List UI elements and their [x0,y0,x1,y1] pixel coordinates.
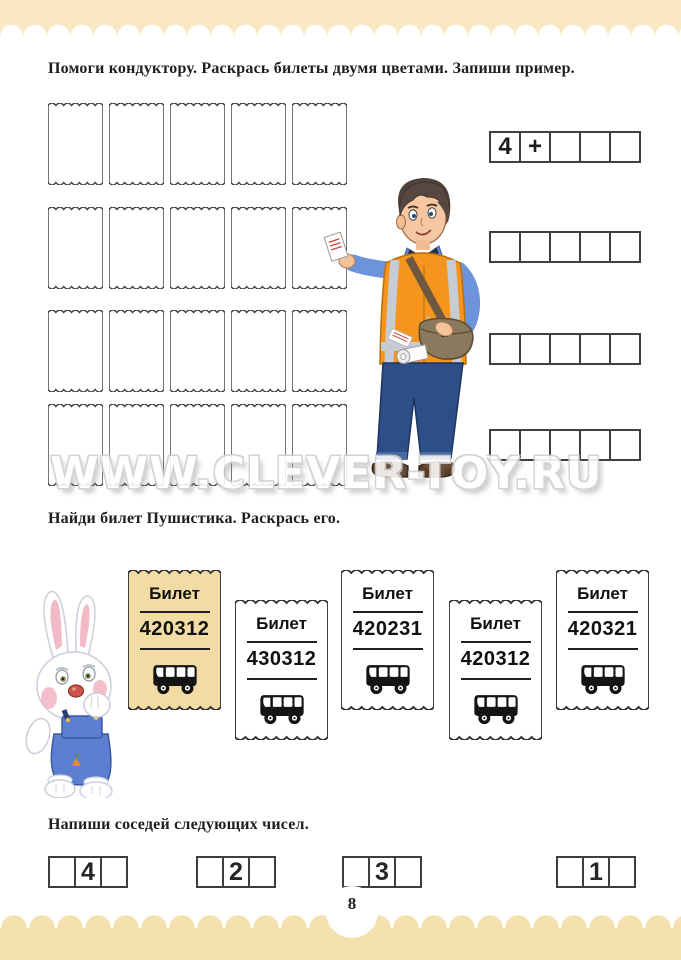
divider-line [140,648,210,650]
blank-ticket[interactable] [48,103,103,185]
equation-row [489,131,641,163]
divider-line [247,678,317,680]
equation-row [489,333,641,365]
bus-icon [150,660,200,697]
divider-line [247,641,317,643]
divider-line [568,648,638,650]
equation-cell[interactable] [549,131,581,163]
equation-cell[interactable] [549,333,581,365]
equation-row [489,231,641,263]
neighbor-cell-given[interactable]: 2 [222,856,250,888]
equation-cell[interactable]: 4 [489,131,521,163]
blank-ticket[interactable] [231,207,286,289]
equation-cell[interactable] [579,231,611,263]
divider-line [461,678,531,680]
neighbor-cell-given[interactable]: 1 [582,856,610,888]
equation-cell[interactable] [489,333,521,365]
neighbor-cell-empty[interactable] [196,856,224,888]
blank-ticket[interactable] [231,103,286,185]
neighbor-cell-empty[interactable] [48,856,76,888]
blank-ticket[interactable] [48,404,103,486]
neighbor-group [556,856,636,888]
equation-cell[interactable] [609,131,641,163]
equation-cell[interactable] [519,333,551,365]
blank-ticket[interactable] [170,310,225,392]
neighbor-cell-empty[interactable] [248,856,276,888]
blank-ticket[interactable] [48,310,103,392]
top-scalloped-band [0,0,681,36]
blank-ticket-row [48,310,347,392]
ticket-number: 420321 [567,618,638,640]
task2-heading: Найди билет Пушистика. Раскрась его. [48,510,341,527]
neighbor-group [196,856,276,888]
equation-cell[interactable] [549,231,581,263]
task3-heading: Напиши соседей следующих чисел. [48,816,309,833]
ticket-number: 420231 [352,618,423,640]
neighbor-cell-empty[interactable] [100,856,128,888]
equation-cell[interactable] [519,231,551,263]
blank-ticket[interactable] [231,310,286,392]
equation-row [489,429,641,461]
divider-line [353,611,423,613]
conductor-illustration [323,166,483,486]
divider-line [140,611,210,613]
equation-cell[interactable] [549,429,581,461]
blank-ticket-row [48,404,347,486]
ticket[interactable] [235,600,328,740]
blank-ticket[interactable] [109,404,164,486]
ticket[interactable] [556,570,649,710]
equation-cell[interactable]: + [519,131,551,163]
divider-line [461,641,531,643]
neighbor-cell-empty[interactable] [394,856,422,888]
neighbor-cell-given[interactable]: 4 [74,856,102,888]
ticket-label: Билет [362,584,413,603]
neighbor-group [48,856,128,888]
ticket-label: Билет [256,614,307,633]
watermark: WWW.CLEVER-TOY.RU [50,448,603,499]
neighbor-cell-empty[interactable] [608,856,636,888]
equation-cell[interactable] [579,333,611,365]
equation-cell[interactable] [519,429,551,461]
blank-ticket-row [48,103,347,185]
equation-cell[interactable] [489,231,521,263]
blank-ticket[interactable] [170,207,225,289]
blank-ticket[interactable] [170,103,225,185]
ticket[interactable] [449,600,542,740]
blank-ticket[interactable] [109,207,164,289]
ticket-label: Билет [577,584,628,603]
blank-ticket[interactable] [109,103,164,185]
blank-ticket[interactable] [170,404,225,486]
equation-cell[interactable] [609,429,641,461]
ticket[interactable] [341,570,434,710]
equation-cell[interactable] [489,429,521,461]
bus-icon [471,690,521,727]
bus-icon [363,660,413,697]
ticket-number: 420312 [139,618,210,640]
ticket-number: 430312 [246,648,317,670]
ticket-number: 420312 [460,648,531,670]
blank-ticket[interactable] [231,404,286,486]
blank-ticket[interactable] [109,310,164,392]
equation-cell[interactable] [609,333,641,365]
bus-icon [578,660,628,697]
blank-ticket-row [48,207,347,289]
neighbor-cell-empty[interactable] [556,856,584,888]
ticket-highlighted[interactable] [128,570,221,710]
blank-ticket[interactable] [48,207,103,289]
task1-heading: Помоги кондуктору. Раскрась билеты двумя цветами. Запиши пример. [48,60,575,77]
bus-icon [257,690,307,727]
equation-cell[interactable] [579,131,611,163]
ticket-label: Билет [470,614,521,633]
equation-cell[interactable] [579,429,611,461]
neighbor-group [342,856,422,888]
divider-line [568,611,638,613]
neighbor-cell-given[interactable]: 3 [368,856,396,888]
ticket-label: Билет [149,584,200,603]
divider-line [353,648,423,650]
neighbor-cell-empty[interactable] [342,856,370,888]
page-number: 8 [347,894,357,913]
equation-cell[interactable] [609,231,641,263]
